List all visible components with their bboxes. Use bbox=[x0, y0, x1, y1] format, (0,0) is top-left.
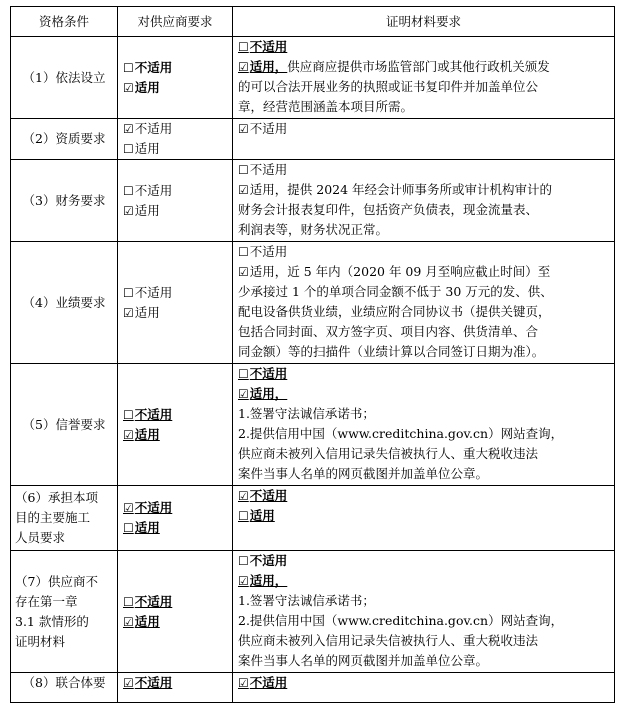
line-text bbox=[123, 60, 172, 75]
option-line bbox=[123, 78, 227, 98]
supplier-requirement-cell bbox=[118, 37, 233, 119]
checked-box-icon: ☑ bbox=[123, 676, 134, 690]
proof-requirement-cell bbox=[233, 364, 615, 486]
condition-cell bbox=[11, 37, 118, 119]
line-text bbox=[238, 675, 287, 690]
text: 适用 bbox=[249, 508, 275, 523]
text: 1.签署守法诚信承诺书； bbox=[238, 593, 375, 608]
text: 2.提供信用中国（www.creditchina.gov.cn）网站查询， bbox=[238, 426, 564, 441]
text: 少承接过 1 个的单项合同金额不低于 30 万元的发、供、 bbox=[238, 284, 553, 299]
checked-box-icon: ☑ bbox=[238, 387, 249, 401]
checked-box-icon: ☑ bbox=[238, 574, 249, 588]
table-row bbox=[11, 551, 615, 673]
text: 2.提供信用中国（www.creditchina.gov.cn）网站查询， bbox=[238, 613, 564, 628]
option-line bbox=[123, 498, 227, 518]
material-line bbox=[238, 97, 609, 117]
line-text bbox=[238, 426, 563, 441]
checked-box-icon: ☑ bbox=[238, 676, 249, 690]
option-line bbox=[123, 303, 227, 323]
line-text bbox=[238, 573, 287, 588]
unchecked-box-icon: ☐ bbox=[123, 60, 134, 75]
table-row bbox=[11, 119, 615, 160]
option-line bbox=[123, 201, 227, 221]
condition-text: （8）联合体要 bbox=[22, 675, 106, 690]
text: 不适用 bbox=[134, 182, 173, 198]
option-line bbox=[123, 425, 227, 445]
material-line bbox=[238, 673, 609, 693]
option-line bbox=[123, 518, 227, 538]
option-line bbox=[123, 405, 227, 425]
text: 不适用 bbox=[249, 488, 288, 503]
line-text bbox=[123, 183, 172, 198]
line-text bbox=[123, 121, 172, 136]
material-line bbox=[238, 282, 609, 302]
text: 包括合同封面、双方签字页、项目内容、供货清单、合 bbox=[238, 324, 539, 339]
material-line bbox=[238, 57, 609, 77]
text: 不适用 bbox=[249, 121, 288, 136]
checked-box-icon: ☑ bbox=[123, 122, 134, 136]
text: 不适用 bbox=[249, 675, 288, 690]
material-line bbox=[238, 651, 609, 671]
supplier-requirement-cell bbox=[118, 160, 233, 242]
material-line bbox=[238, 302, 609, 322]
table-row bbox=[11, 364, 615, 486]
proof-requirement-cell bbox=[233, 119, 615, 160]
line-text bbox=[123, 407, 172, 422]
line-text bbox=[123, 305, 160, 320]
condition-text: 3.1 款情形的 bbox=[15, 613, 89, 629]
condition-cell bbox=[11, 119, 118, 160]
text: 不适用 bbox=[134, 59, 173, 75]
line-text bbox=[238, 633, 538, 648]
checked-box-icon: ☑ bbox=[238, 60, 249, 74]
unchecked-box-icon: ☐ bbox=[238, 245, 249, 259]
material-line bbox=[238, 160, 609, 180]
header-proof-requirement: 证明材料要求 bbox=[233, 7, 615, 37]
text: 适用， bbox=[249, 59, 288, 74]
condition-text: 目的主要施工 bbox=[15, 510, 91, 525]
line-text bbox=[238, 406, 375, 421]
text: 适用，近 5 年内（2020 年 09 月至响应截止时间）至 bbox=[249, 264, 551, 279]
checked-box-icon: ☑ bbox=[123, 80, 134, 95]
condition-cell bbox=[11, 486, 118, 551]
material-line bbox=[238, 119, 609, 139]
line-text bbox=[123, 80, 160, 95]
line-text bbox=[238, 553, 287, 568]
material-line bbox=[238, 384, 609, 404]
line-text bbox=[238, 162, 287, 177]
checked-box-icon: ☑ bbox=[238, 265, 249, 279]
option-line bbox=[123, 673, 227, 693]
text: 案件当事人名单的网页截图并加盖单位公章。 bbox=[238, 466, 489, 481]
checked-box-icon: ☑ bbox=[123, 614, 134, 629]
condition-text: 证明材料 bbox=[15, 633, 66, 649]
text: 适用 bbox=[134, 520, 160, 535]
text: 适用，提供 2024 年经会计师事务所或审计机构审计的 bbox=[249, 182, 553, 197]
text: 供应商未被列入信用记录失信被执行人、重大税收违法 bbox=[238, 633, 539, 648]
option-line bbox=[123, 283, 227, 303]
text: 配电设备供货业绩，业绩应附合同协议书（提供关键页， bbox=[238, 304, 551, 319]
proof-requirement-cell bbox=[233, 242, 615, 364]
option-line bbox=[123, 119, 227, 139]
material-line bbox=[238, 200, 609, 220]
checked-box-icon: ☑ bbox=[123, 305, 134, 320]
material-line bbox=[238, 551, 609, 571]
condition-text: （4）业绩要求 bbox=[22, 294, 106, 310]
line-text bbox=[238, 284, 553, 299]
header-condition: 资格条件 bbox=[11, 7, 118, 37]
material-line bbox=[238, 220, 609, 240]
material-line bbox=[238, 37, 609, 57]
unchecked-box-icon: ☐ bbox=[238, 554, 249, 568]
text: 适用 bbox=[134, 426, 160, 442]
text: 供应商未被列入信用记录失信被执行人、重大税收违法 bbox=[238, 446, 539, 461]
line-text bbox=[238, 182, 552, 197]
line-text bbox=[238, 264, 550, 279]
option-line bbox=[123, 181, 227, 201]
proof-requirement-cell bbox=[233, 160, 615, 242]
material-line bbox=[238, 506, 609, 526]
condition-cell bbox=[11, 364, 118, 486]
material-line bbox=[238, 322, 609, 342]
condition-text: （2）资质要求 bbox=[22, 131, 106, 146]
unchecked-box-icon: ☐ bbox=[238, 367, 249, 381]
text: 不适用 bbox=[249, 366, 288, 381]
text: 的可以合法开展业务的执照或证书复印件并加盖单位公 bbox=[238, 79, 539, 94]
line-text bbox=[123, 141, 160, 156]
text: 适用， bbox=[249, 573, 288, 588]
condition-text: （6）承担本项 bbox=[15, 490, 98, 505]
material-line bbox=[238, 571, 609, 591]
table-row bbox=[11, 673, 615, 703]
text: 1.签署守法诚信承诺书； bbox=[238, 406, 375, 421]
line-text bbox=[238, 222, 388, 237]
unchecked-box-icon: ☐ bbox=[123, 407, 134, 422]
checked-box-icon: ☑ bbox=[123, 501, 134, 515]
supplier-requirement-cell bbox=[118, 673, 233, 703]
text: 不适用 bbox=[249, 553, 288, 568]
line-text bbox=[238, 366, 287, 381]
condition-cell bbox=[11, 551, 118, 673]
unchecked-box-icon: ☐ bbox=[123, 285, 134, 300]
supplier-requirement-cell bbox=[118, 119, 233, 160]
text: 适用 bbox=[134, 79, 160, 95]
supplier-requirement-cell bbox=[118, 242, 233, 364]
text: 章，经营范围涵盖本项目所需。 bbox=[238, 99, 414, 114]
table-row bbox=[11, 160, 615, 242]
material-line bbox=[238, 77, 609, 97]
table-row bbox=[11, 37, 615, 119]
text: 不适用 bbox=[249, 39, 288, 54]
checked-box-icon: ☑ bbox=[238, 122, 249, 136]
material-line bbox=[238, 444, 609, 464]
option-line bbox=[123, 592, 227, 612]
text: 财务会计报表复印件，包括资产负债表，现金流量表、 bbox=[238, 202, 539, 217]
line-text bbox=[238, 653, 488, 668]
condition-text: （5）信誉要求 bbox=[22, 416, 106, 432]
material-line bbox=[238, 404, 609, 424]
table-row bbox=[11, 242, 615, 364]
condition-cell bbox=[11, 673, 118, 703]
condition-text: （3）财务要求 bbox=[22, 192, 106, 208]
proof-requirement-cell bbox=[233, 37, 615, 119]
supplier-requirement-cell bbox=[118, 364, 233, 486]
line-text bbox=[238, 508, 275, 523]
line-text bbox=[123, 203, 160, 218]
line-text bbox=[238, 59, 287, 74]
unchecked-box-icon: ☐ bbox=[123, 183, 134, 198]
option-line bbox=[123, 58, 227, 78]
condition-text: 存在第一章 bbox=[15, 593, 78, 609]
line-text bbox=[238, 121, 287, 136]
material-line bbox=[238, 342, 609, 362]
line-text bbox=[123, 614, 160, 629]
material-line bbox=[238, 180, 609, 200]
line-text bbox=[238, 244, 287, 259]
unchecked-box-icon: ☐ bbox=[123, 594, 134, 609]
line-text bbox=[238, 466, 488, 481]
table-row bbox=[11, 486, 615, 551]
text: 适用 bbox=[134, 202, 160, 218]
checked-box-icon: ☑ bbox=[123, 203, 134, 218]
text: 不适用 bbox=[134, 406, 173, 422]
material-line bbox=[238, 424, 609, 444]
option-line bbox=[123, 612, 227, 632]
text: 适用， bbox=[249, 386, 288, 401]
text: 不适用 bbox=[134, 500, 173, 515]
line-text bbox=[238, 344, 544, 359]
unchecked-box-icon: ☐ bbox=[238, 163, 249, 177]
condition-cell bbox=[11, 160, 118, 242]
unchecked-box-icon: ☐ bbox=[238, 40, 249, 54]
material-line bbox=[238, 591, 609, 611]
text: 不适用 bbox=[134, 675, 173, 690]
text: 不适用 bbox=[134, 121, 173, 136]
condition-text: （7）供应商不 bbox=[15, 573, 98, 589]
line-text bbox=[238, 304, 551, 319]
material-line bbox=[238, 611, 609, 631]
line-text bbox=[123, 675, 172, 690]
material-line bbox=[238, 262, 609, 282]
checked-box-icon: ☑ bbox=[238, 489, 249, 503]
line-text bbox=[238, 446, 538, 461]
line-text bbox=[238, 324, 538, 339]
material-line bbox=[238, 631, 609, 651]
text: 同金额）等的扫描件（业绩计算以合同签订日期为准）。 bbox=[238, 344, 545, 359]
condition-text: （1）依法设立 bbox=[22, 69, 106, 85]
line-text bbox=[123, 594, 172, 609]
line-text bbox=[238, 39, 287, 54]
condition-cell bbox=[11, 242, 118, 364]
text: 适用 bbox=[134, 141, 160, 156]
qualification-table bbox=[10, 6, 615, 703]
line-text bbox=[123, 285, 172, 300]
supplier-requirement-cell bbox=[118, 486, 233, 551]
line-text bbox=[238, 386, 287, 401]
proof-requirement-cell bbox=[233, 673, 615, 703]
line-text bbox=[123, 427, 160, 442]
proof-requirement-cell bbox=[233, 551, 615, 673]
line-text bbox=[238, 613, 563, 628]
text: 不适用 bbox=[134, 593, 173, 609]
text: 不适用 bbox=[249, 244, 288, 259]
text-rest: 供应商应提供市场监管部门或其他行政机关颁发 bbox=[287, 59, 550, 74]
header-supplier-requirement: 对供应商要求 bbox=[118, 7, 233, 37]
line-text bbox=[238, 79, 538, 94]
text: 利润表等，财务状况正常。 bbox=[238, 222, 389, 237]
text: 适用 bbox=[134, 304, 160, 320]
line-text bbox=[238, 593, 375, 608]
unchecked-box-icon: ☐ bbox=[238, 509, 249, 523]
unchecked-box-icon: ☐ bbox=[123, 521, 134, 535]
line-text bbox=[238, 99, 413, 114]
material-line bbox=[238, 464, 609, 484]
text: 案件当事人名单的网页截图并加盖单位公章。 bbox=[238, 653, 489, 668]
line-text bbox=[123, 500, 172, 515]
checked-box-icon: ☑ bbox=[238, 183, 249, 197]
text: 不适用 bbox=[249, 162, 288, 177]
line-text bbox=[123, 520, 160, 535]
material-line bbox=[238, 364, 609, 384]
unchecked-box-icon: ☐ bbox=[123, 142, 134, 156]
proof-requirement-cell bbox=[233, 486, 615, 551]
supplier-requirement-cell bbox=[118, 551, 233, 673]
material-line bbox=[238, 242, 609, 262]
checked-box-icon: ☑ bbox=[123, 427, 134, 442]
condition-text: 人员要求 bbox=[15, 530, 66, 545]
line-text bbox=[238, 488, 287, 503]
text: 不适用 bbox=[134, 284, 173, 300]
text: 适用 bbox=[134, 613, 160, 629]
option-line bbox=[123, 139, 227, 159]
line-text bbox=[238, 202, 538, 217]
header-row bbox=[11, 7, 615, 37]
material-line bbox=[238, 486, 609, 506]
